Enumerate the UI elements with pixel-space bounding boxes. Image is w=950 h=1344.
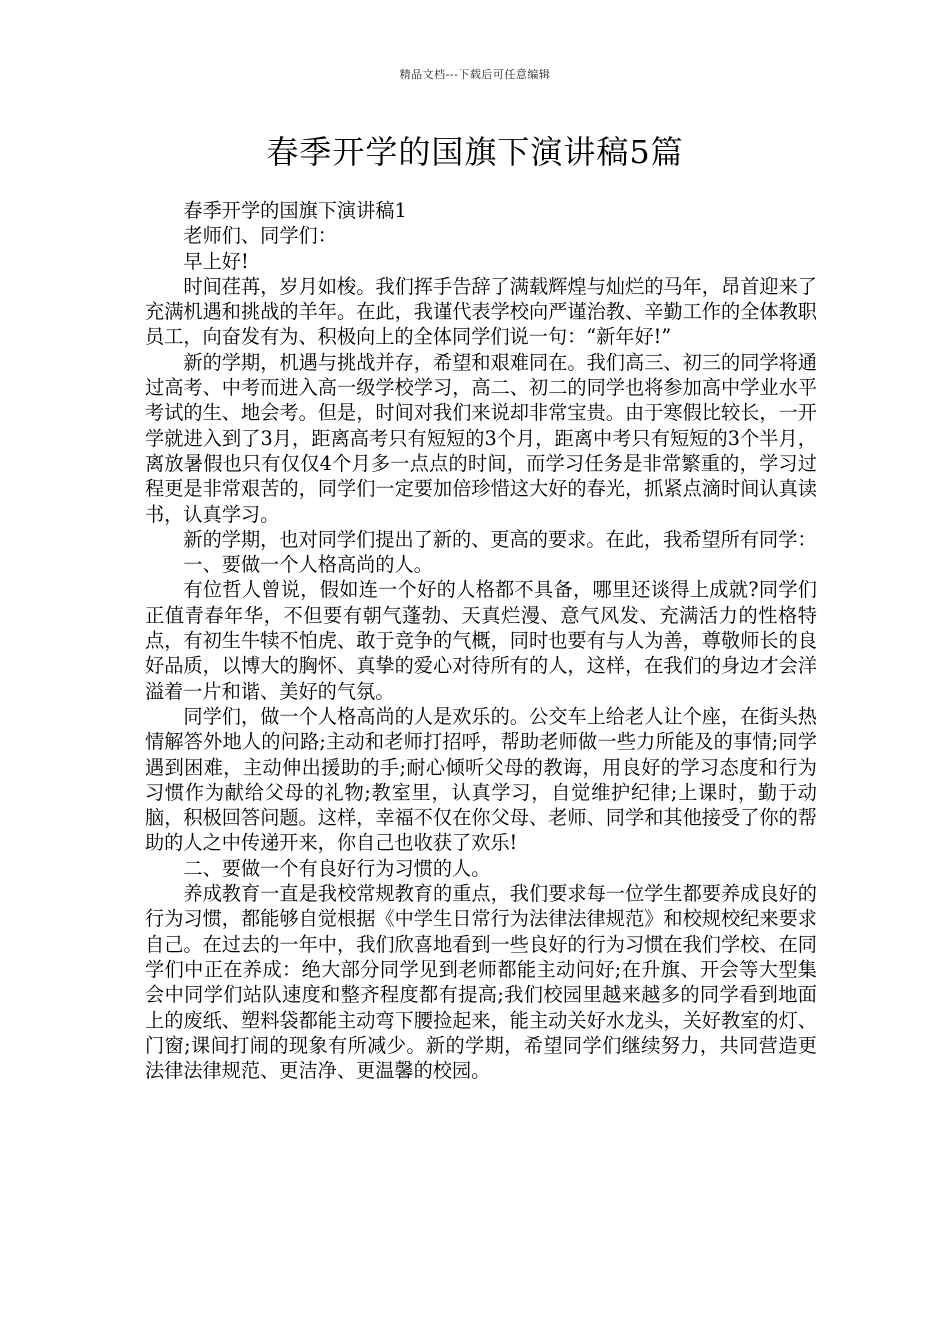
document-title: 春季开学的国旗下演讲稿5篇	[266, 133, 684, 171]
body-paragraph: 养成教育一直是我校常规教育的重点，我们要求每一位学生都要养成良好的行为习惯，都能够自觉根据《中学生日常行为法律法律规范》和校规校纪来要求自己。在过去的一年中，我们欣喜地看到一些良好的行为习惯在我们学校、在同学们中正在养成：绝大部分同学见到老师都能主动问好;在升旗、开会等大型集会中同学们站队速度和整齐程度都有提高;我们校园里越来越多的同学看到地面上的废纸、塑料袋都能主动弯下腰捡起来，能主动关好水龙头，关好教室的灯、门窗;课间打闹的现象有所减少。新的学期，希望同学们继续努力，共同营造更法律法律规范、更洁净、更温馨的校园。	[145, 882, 817, 1083]
section-heading: 一、要做一个人格高尚的人。	[183, 553, 433, 577]
body-paragraph: 新的学期，也对同学们提出了新的、更高的要求。在此，我希望所有同学：	[183, 527, 817, 551]
greeting: 早上好!	[183, 249, 249, 273]
document-body	[145, 198, 817, 1083]
body-paragraph: 有位哲人曾说，假如连一个好的人格都不具备，哪里还谈得上成就?同学们正值青春年华，不但要有朝气蓬勃、天真烂漫、意气风发、充满活力的性格特点，有初生牛犊不怕虎、敢于竞争的气概，同时也要有与人为善，尊敬师长的良好品质，以博大的胸怀、真挚的爱心对待所有的人，这样，在我们的身边才会洋溢着一片和谐、美好的气氛。	[145, 578, 817, 703]
body-paragraph: 时间荏苒，岁月如梭。我们挥手告辞了满载辉煌与灿烂的马年，昂首迎来了充满机遇和挑战的羊年。在此，我谨代表学校向严谨治教、辛勤工作的全体教职员工，向奋发有为、积极向上的全体同学们说一句：“新年好!”	[145, 274, 817, 349]
salutation: 老师们、同学们：	[183, 224, 337, 248]
speech-subtitle: 春季开学的国旗下演讲稿1	[183, 199, 407, 222]
page-header-note: 精品文档---下载后可任意编辑	[399, 68, 551, 81]
body-paragraph: 同学们，做一个人格高尚的人是欢乐的。公交车上给老人让个座，在街头热情解答外地人的问路;主动和老师打招呼，帮助老师做一些力所能及的事情;同学遇到困难，主动伸出援助的手;耐心倾听父母的教诲，用良好的学习态度和行为习惯作为献给父母的礼物;教室里，认真学习，自觉维护纪律;上课时，勤于动脑，积极回答问题。这样，幸福不仅在你父母、老师、同学和其他接受了你的帮助的人之中传递开来，你自己也收获了欢乐!	[145, 704, 817, 855]
section-heading: 二、要做一个有良好行为习惯的人。	[183, 856, 491, 880]
body-paragraph: 新的学期，机遇与挑战并存，希望和艰难同在。我们高三、初三的同学将通过高考、中考而进入高一级学校学习，高二、初二的同学也将参加高中学业水平考试的生、地会考。但是，时间对我们来说却非常宝贵。由于寒假比较长，一开学就进入到了3月，距离高考只有短短的3个月，距离中考只有短短的3个半月，离放暑假也只有仅仅4个月多一点点的时间，而学习任务是非常繁重的，学习过程更是非常艰苦的，同学们一定要加倍珍惜这大好的春光，抓紧点滴时间认真读书，认真学习。	[145, 350, 817, 526]
